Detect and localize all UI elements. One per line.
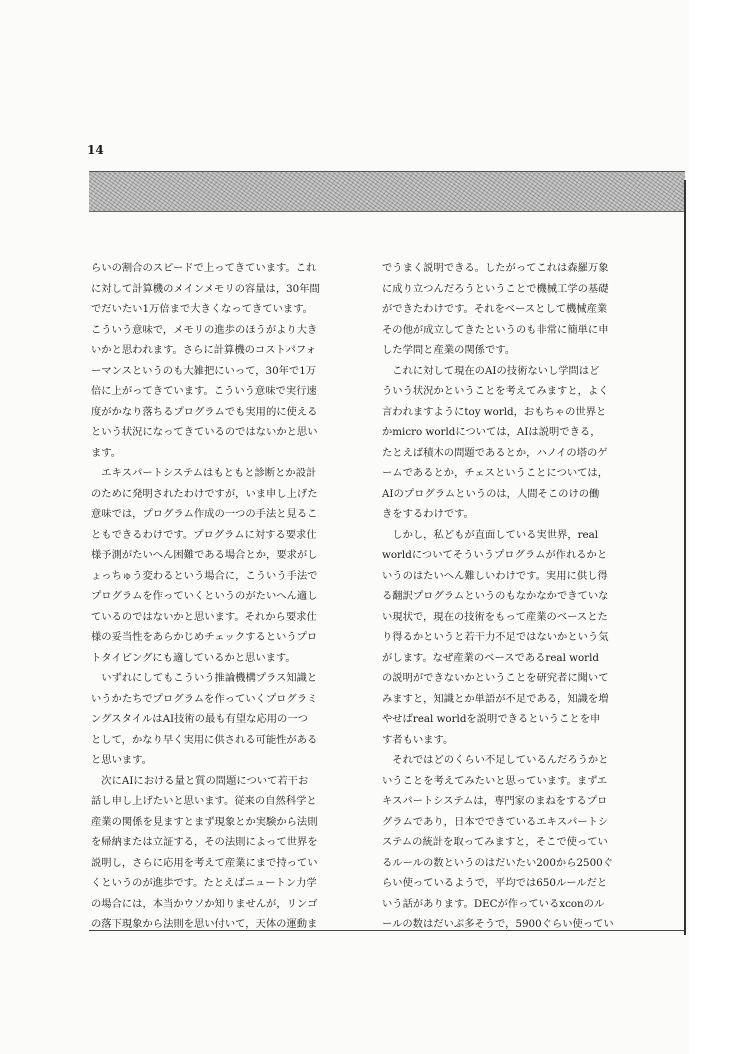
right-margin-rule (684, 180, 686, 935)
paragraph: いずれにしてもこういう推論機構プラス知識と いうかたちでプログラムを作っていくプログラミ ングスタイルはAI技術の最も有望な応用の一つ として，かなり早く実用に供される可能性がある と思います。 (91, 672, 318, 766)
paragraph: 次にAIにおける量と質の問題について若干お 話し申し上げたいと思います。従来の自然科学と 産業の関係を見ますとまず現象とか実験から法則 を帰納または立証する，その法則によって世界を 説明し，さらに応用を考えて産業にまで持ってい くというのが進歩です。たとえばニュートン力学 の場合には，本当かウソか知りませんが，リンゴ の落下現象から法則を思い付いて，天体の運動ま (91, 774, 318, 930)
bottom-rule (89, 930, 684, 931)
paragraph: それではどのくらい不足しているんだろうかと いうことを考えてみたいと思っています。まずエ キスパートシステムは，専門家のまねをするプロ グラムであり，日本でできているエキスパートシ ステムの統計を取ってみますと，そこで使ってい るルールの数というのはだいたい200から2500ぐ らい使っているようで，平均では650ルールだと いう話があります。DECが作っているxconのル ールの数はだいぶ多そうで，5900ぐらい使ってい (382, 754, 614, 930)
paragraph: エキスパートシステムはもともと診断とか設計 のために発明されたわけですが，いま申し上げた 意味では，プログラム作成の一つの手法と見るこ ともできるわけです。プログラムに対する要求仕 様予測がたいへん困難である場合とか，要求がし ょっちゅう変わるという場合に，こういう手法で プログラムを作っていくというのがたいへん適し ているのではないかと思います。それから要求仕 様の妥当性をあらかじめチェックするというプロ トタイピングにも適しているかと思います。 (91, 467, 318, 664)
page-edge (689, 0, 750, 1054)
paragraph: らいの割合のスピードで上ってきています。これ に対して計算機のメインメモリの容量は，30年間 でだいたい1万倍まで大きくなってきています。 こういう意味で，メモリの進歩のほうがより大き いかと思われます。さらに計算機のコストパフォ ーマンスというのも大雑把にいって，30年で1万 倍に上がってきています。こういう意味で実行速 度がかなり落ちるプログラムでも実用的に使える という状況になってきているのではないかと思い ます。 (91, 262, 320, 459)
left-column (91, 258, 353, 935)
paragraph: でうまく説明できる。したがってこれは森羅万象 に成り立つんだろうということで機械工学の基礎 ができたわけです。それをベースとして機械産業 その他が成立してきたというのも非常に簡単に申 した学問と産業の関係です。 (382, 262, 609, 356)
header-band (89, 171, 685, 212)
page-number: 14 (87, 143, 104, 157)
right-column (382, 258, 644, 935)
paragraph: これに対して現在のAIの技術ないし学問はど ういう状況かということを考えてみますと，よく 言われますようにtoy world，おもちゃの世界と かmicro worldについては，AIは説明できる， たとえば積木の問題であるとか，ハノイの塔のゲ ームであるとか，チェスということについては， AIのプログラムというのは，人間そこのけの働 きをするわけです。 (382, 364, 609, 520)
paragraph: しかし，私どもが直面している実世界，real worldについてそういうプログラムが作れるかと いうのはたいへん難しいわけです。実用に供し得 る翻訳プログラムというのもなかなかできていな い現状で，現在の技術をもって産業のベースとた り得るかというと若干力不足ではないかという気 がします。なぜ産業のベースであるreal world の説明ができないかということを研究者に聞いて みますと，知識とか単語が不足である，知識を増 やせばreal worldを説明できるということを申 す者もいます。 (382, 528, 609, 746)
